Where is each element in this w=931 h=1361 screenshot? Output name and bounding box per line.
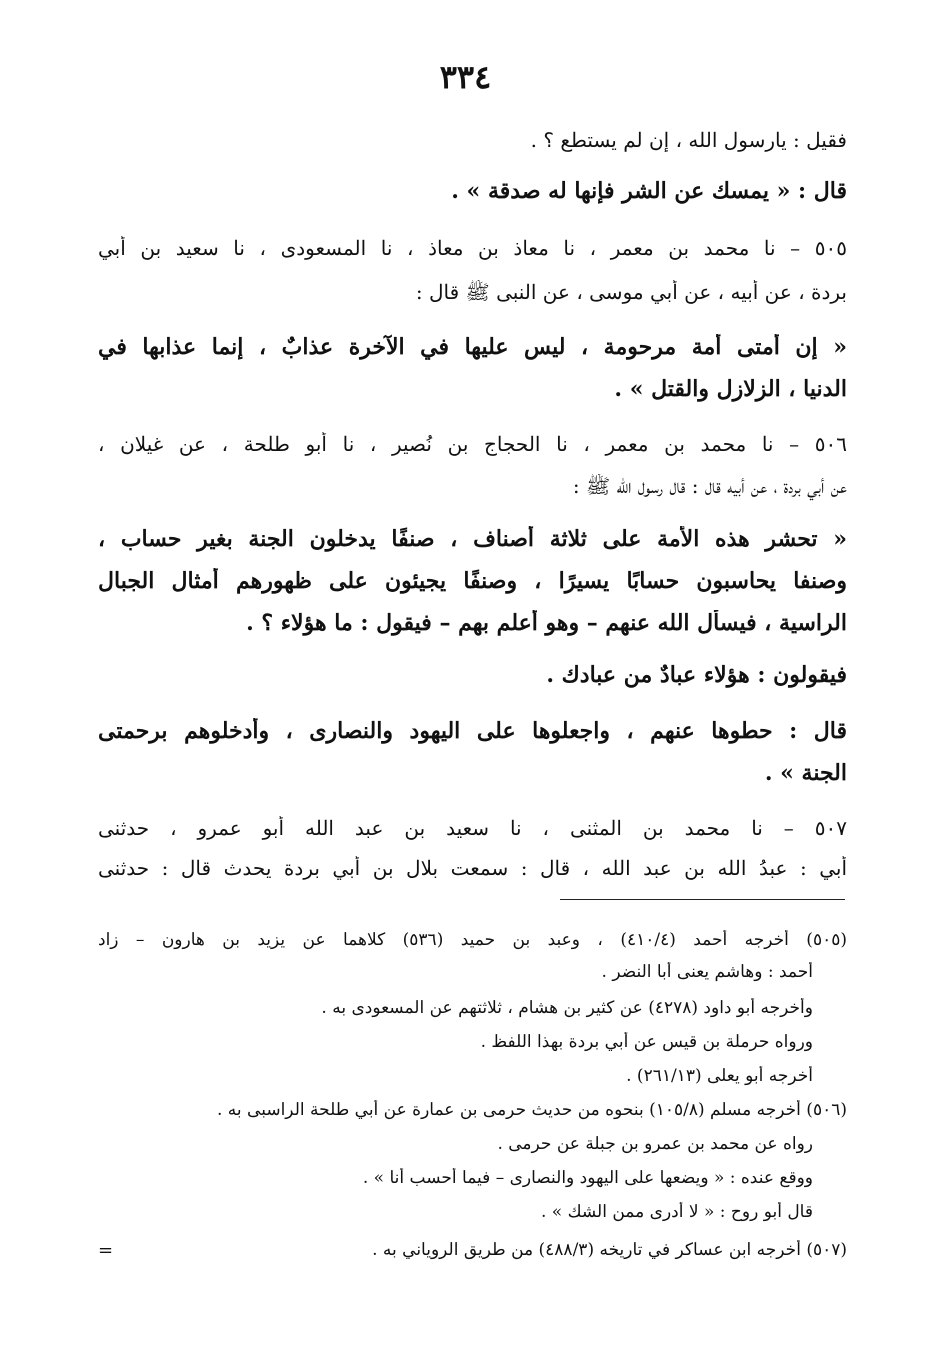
text-line: الدنيا ، الزلازل والقتل » . xyxy=(614,376,847,402)
text-line: ٥٠٥ – نا محمد بن معمر ، نا معاذ بن معاذ ، نا المسعودى ، نا سعيد بن أبي xyxy=(98,236,847,260)
page-number: ٣٣٤ xyxy=(439,58,492,96)
continuation-mark: = xyxy=(98,1240,114,1261)
footnote-line: أحمد : وهاشم يعنى أبا النضر . xyxy=(601,962,813,982)
footnote-line: ورواه حرملة بن قيس عن أبي بردة بهذا اللفظ . xyxy=(480,1032,813,1052)
text-line: فقيل : يارسول الله ، إن لم يستطع ؟ . xyxy=(530,128,847,152)
footnote-line: ووقع عنده : « ويضعها على اليهود والنصارى – فيما أحسب أنا » . xyxy=(362,1168,813,1188)
text-line: « إن أمتى أمة مرحومة ، ليس عليها في الآخرة عذابٌ ، إنما عذابها في xyxy=(98,334,847,360)
footnote-line: قال أبو روح : « لا أدرى ممن الشك » . xyxy=(540,1202,813,1222)
text-line: فيقولون : هؤلاء عبادٌ من عبادك . xyxy=(546,662,847,688)
footnote-line: رواه عن محمد بن عمرو بن جبلة عن حرمى . xyxy=(497,1134,813,1154)
footnote-line: أخرجه أبو يعلى (٢٦١/١٣) . xyxy=(626,1066,813,1086)
text-line: « تحشر هذه الأمة على ثلاثة أصناف ، صنفًا يدخلون الجنة بغير حساب ، xyxy=(98,526,847,552)
footnote-line: وأخرجه أبو داود (٤٢٧٨) عن كثير بن هشام ، ثلاثتهم عن المسعودى به . xyxy=(321,998,813,1018)
text-line: ٥٠٧ – نا محمد بن المثنى ، نا سعيد بن عبد الله أبو عمرو ، حدثنى xyxy=(98,816,847,840)
footnote-separator xyxy=(560,899,845,900)
text-line: الجنة » . xyxy=(764,760,847,786)
text-line: أبي : عبدُ الله بن عبد الله ، قال : سمعت بلال بن أبي بردة يحدث قال : حدثنى xyxy=(98,856,847,880)
text-line: عن أبي بردة ، عن أبيه قال : قال رسول الله ﷺ : xyxy=(572,474,847,498)
text-line: قال : « يمسك عن الشر فإنها له صدقة » . xyxy=(451,178,847,204)
footnote-line: (٥٠٦) أخرجه مسلم (١٠٥/٨) بنحوه من حديث حرمى بن عمارة عن أبي طلحة الراسبى به . xyxy=(216,1100,847,1120)
text-line: ٥٠٦ – نا محمد بن معمر ، نا الحجاج بن نُصير ، نا أبو طلحة ، عن غيلان ، xyxy=(98,432,847,456)
text-line: قال : حطوها عنهم ، واجعلوها على اليهود والنصارى ، وأدخلوهم برحمتى xyxy=(98,718,847,744)
text-line: بردة ، عن أبيه ، عن أبي موسى ، عن النبى ﷺ قال : xyxy=(415,280,847,304)
text-line: الراسية ، فيسأل الله عنهم – وهو أعلم بهم – فيقول : ما هؤلاء ؟ . xyxy=(246,610,847,636)
footnote-line: (٥٠٧) أخرجه ابن عساكر في تاريخه (٤٨٨/٣) من طريق الروياني به . xyxy=(372,1240,847,1260)
text-line: وصنفا يحاسبون حسابًا يسيرًا ، وصنفًا يجيئون على ظهورهم أمثال الجبال xyxy=(98,568,847,594)
footnote-line: (٥٠٥) أخرجه أحمد (٤١٠/٤) ، وعبد بن حميد (٥٣٦) كلاهما عن يزيد بن هارون – زاد xyxy=(98,930,847,950)
